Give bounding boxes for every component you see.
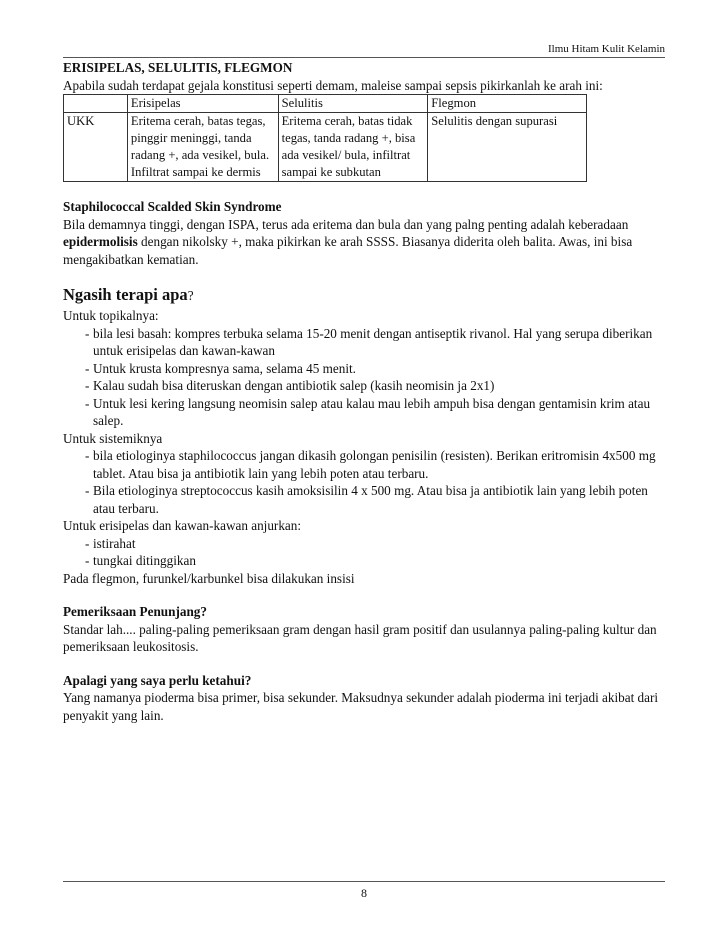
section-title-erisipelas: ERISIPELAS, SELULITIS, FLEGMON (63, 60, 293, 75)
systemic-label: Untuk sistemiknya (63, 430, 163, 446)
dash-bullet: - (85, 535, 90, 551)
list-item-text: tungkai ditinggikan (93, 553, 196, 568)
section-title-pemeriksaan: Pemeriksaan Penunjang? (63, 604, 207, 619)
footer-rule (63, 881, 665, 882)
list-item (63, 552, 665, 570)
erisipelas-list (63, 535, 665, 570)
heading-suffix: ? (187, 288, 194, 303)
dash-bullet: - (85, 378, 90, 393)
list-item (63, 482, 665, 517)
table-cell-flegmon: Selulitis dengan supurasi (428, 113, 587, 182)
list-item (63, 395, 665, 430)
list-item (63, 447, 665, 482)
running-header: Ilmu Hitam Kulit Kelamin (547, 43, 665, 55)
topical-list (63, 325, 665, 430)
table-cell-erisipelas: Eritema cerah, batas tegas, pinggir meninggi, tanda radang +, ada vesikel, bula. Infiltrat sampai ke dermis (127, 113, 278, 182)
section-intro: Apabila sudah terdapat gejala konstitusi seperti demam, maleise sampai sepsis pikirkanlah ke arah ini: (63, 77, 603, 93)
table-header-cell: Selulitis (278, 95, 428, 113)
paragraph-text: Bila demamnya tinggi, dengan ISPA, terus ada eritema dan bula dan yang palng penting adalah keberadaan (63, 216, 629, 232)
section-title-ssss: Staphilococcal Scalded Skin Syndrome (63, 199, 282, 214)
table-row-label: UKK (64, 113, 128, 182)
section-paragraph-apalagi: Yang namanya pioderma bisa primer, bisa sekunder. Maksudnya sekunder adalah pioderma ini terjadi akibat dari penyakit yang lain. (63, 690, 659, 723)
table-header-row (64, 95, 587, 113)
list-item-text: Kalau sudah bisa diteruskan dengan antibiotik salep (kasih neomisin ja 2x1) (93, 378, 495, 393)
dash-bullet: - (85, 483, 90, 498)
section-paragraph-ssss (63, 216, 665, 269)
list-item (63, 360, 665, 378)
spacer (63, 587, 665, 603)
paragraph-text: dengan nikolsky +, maka pikirkan ke arah SSSS. Biasanya diderita oleh balita. Awas, ini bisa mengakibatkan kematian. (63, 234, 633, 267)
table-header-cell: Flegmon (428, 95, 587, 113)
spacer (63, 268, 665, 284)
dash-bullet: - (85, 553, 90, 568)
topical-label: Untuk topikalnya: (63, 308, 159, 323)
list-item-text: Untuk krusta kompresnya sama, selama 45 menit. (93, 360, 356, 376)
section-paragraph-pemeriksaan: Standar lah.... paling-paling pemeriksaan gram dengan hasil gram positif dan usulannya paling-paling kultur dan pemeriksaan leukositosis. (63, 621, 657, 654)
bold-term: epidermolisis (63, 234, 138, 249)
section-title-apalagi: Apalagi yang saya perlu ketahui? (63, 672, 252, 688)
flegmon-note: Pada flegmon, furunkel/karbunkel bisa dilakukan insisi (63, 570, 355, 586)
list-item-text: istirahat (93, 535, 136, 551)
table-header-cell: Erisipelas (127, 95, 278, 113)
header-rule (63, 57, 665, 58)
document-page (63, 0, 665, 943)
spacer (63, 656, 665, 672)
list-item-text: Bila etiologinya streptococcus kasih amoksisilin 4 x 500 mg. Atau bisa ja antibiotik lain yang lebih poten atau terbaru. (93, 483, 648, 516)
list-item (63, 377, 665, 395)
list-item (63, 535, 665, 553)
heading-text: Ngasih terapi apa (63, 285, 188, 304)
dash-bullet: - (85, 360, 90, 376)
table-row (64, 113, 587, 182)
page-content (63, 59, 665, 724)
section-title-terapi (63, 284, 665, 307)
list-item-text: Untuk lesi kering langsung neomisin salep atau kalau mau lebih ampuh bisa dengan gentamisin krim atau salep. (93, 395, 651, 428)
dash-bullet: - (85, 448, 90, 463)
table-header-cell (64, 95, 128, 113)
dash-bullet: - (85, 395, 90, 411)
page-number: 8 (361, 886, 367, 900)
dash-bullet: - (85, 325, 90, 341)
spacer (63, 182, 665, 198)
erisipelas-label: Untuk erisipelas dan kawan-kawan anjurkan: (63, 518, 302, 533)
table-cell-selulitis: Eritema cerah, batas tidak tegas, tanda radang +, bisa ada vesikel/ bula, infiltrat sampai ke subkutan (278, 113, 428, 182)
list-item (63, 325, 665, 360)
comparison-table (63, 94, 587, 182)
systemic-list (63, 447, 665, 517)
list-item-text: bila etiologinya staphilococcus jangan dikasih golongan penisilin (resisten). Berikan eritromisin 4x500 mg tablet. Atau bisa ja antibiotik lain yang lebih poten atau terbaru. (93, 448, 656, 481)
list-item-text: bila lesi basah: kompres terbuka selama 15-20 menit dengan antiseptik rivanol. Hal yang serupa diberikan untuk erisipelas dan kawan-kawan (93, 325, 653, 358)
